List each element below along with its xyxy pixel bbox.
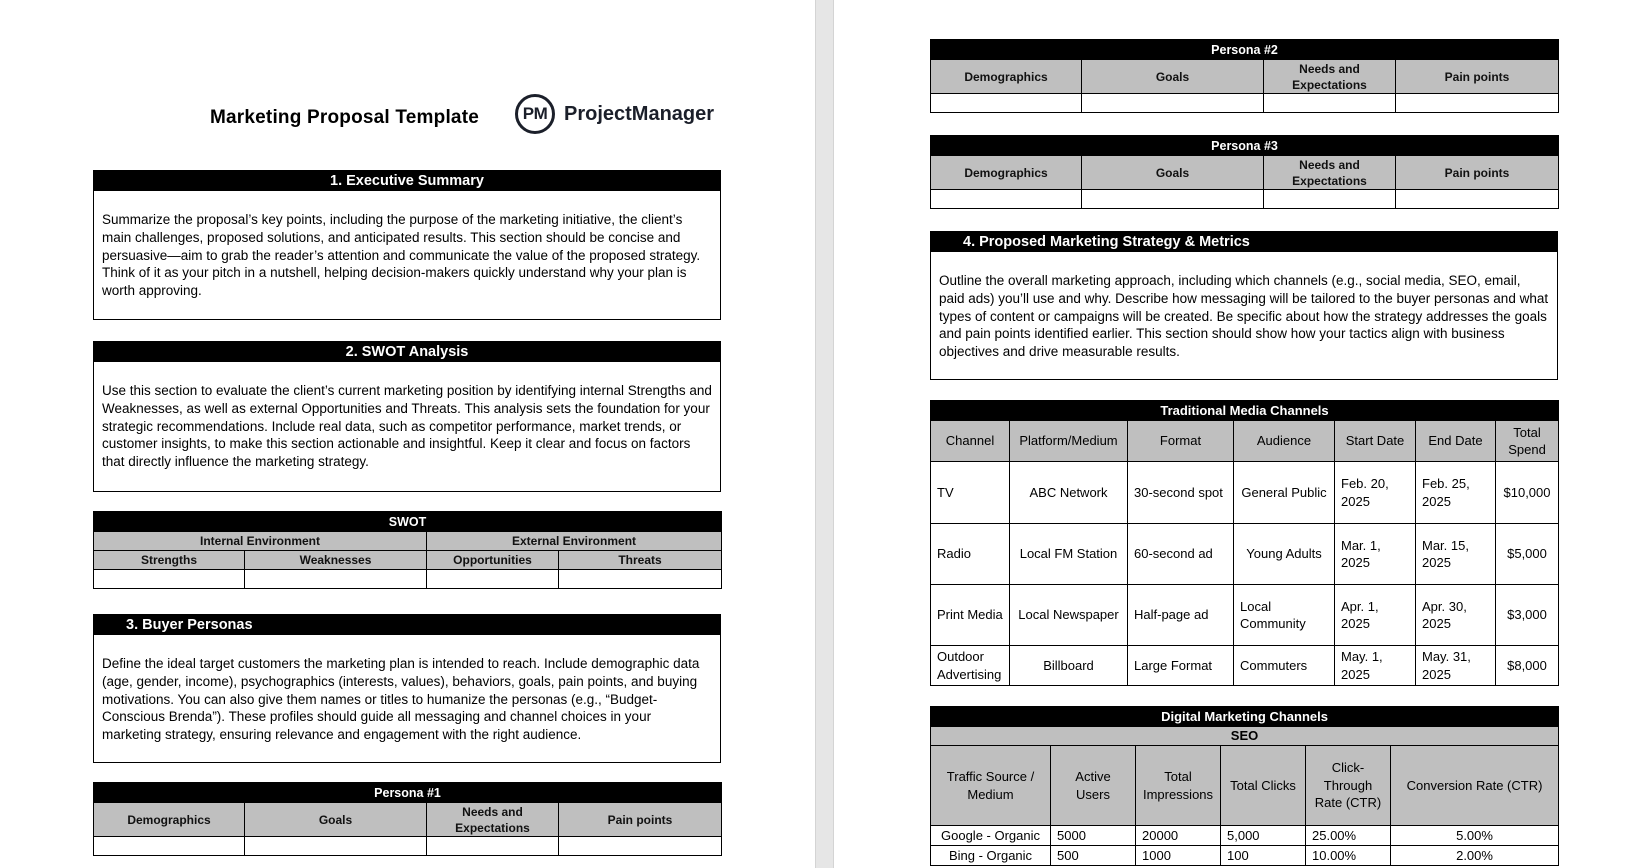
cell-start-date[interactable]: Mar. 1, 2025 bbox=[1335, 524, 1416, 585]
demographics-header: Demographics bbox=[931, 60, 1082, 94]
digital-media-table bbox=[930, 706, 1559, 866]
needs-header: Needs and Expectations bbox=[1264, 60, 1396, 94]
needs-header: Needs and Expectations bbox=[1264, 156, 1396, 190]
goals-cell[interactable] bbox=[1082, 190, 1264, 209]
cell-traffic-source[interactable]: Bing - Organic bbox=[931, 846, 1051, 866]
total-clicks-header: Total Clicks bbox=[1221, 746, 1306, 826]
table-row bbox=[931, 646, 1559, 686]
table-row bbox=[931, 846, 1559, 866]
needs-cell[interactable] bbox=[427, 837, 559, 856]
goals-header: Goals bbox=[1082, 156, 1264, 190]
document-title: Marketing Proposal Template bbox=[210, 107, 479, 128]
cell-conversion-rate[interactable]: 2.00% bbox=[1391, 846, 1559, 866]
persona-title: Persona #3 bbox=[931, 136, 1559, 156]
cell-end-date[interactable]: Mar. 15, 2025 bbox=[1416, 524, 1496, 585]
projectmanager-logo bbox=[515, 94, 714, 134]
table-title: Traditional Media Channels bbox=[931, 401, 1559, 421]
seo-subtitle: SEO bbox=[931, 727, 1559, 746]
swot-table-title: SWOT bbox=[94, 512, 722, 532]
marketing-strategy-section bbox=[930, 231, 1558, 380]
cell-platform[interactable]: Billboard bbox=[1010, 646, 1128, 686]
cell-platform[interactable]: Local FM Station bbox=[1010, 524, 1128, 585]
format-header: Format bbox=[1128, 421, 1234, 462]
table-row bbox=[931, 462, 1559, 524]
page-gutter bbox=[815, 0, 834, 868]
cell-traffic-source[interactable]: Google - Organic bbox=[931, 826, 1051, 846]
table-row bbox=[931, 826, 1559, 846]
persona-title: Persona #1 bbox=[94, 783, 722, 803]
goals-cell[interactable] bbox=[245, 837, 427, 856]
strengths-header: Strengths bbox=[94, 551, 245, 570]
weaknesses-header: Weaknesses bbox=[245, 551, 427, 570]
cell-platform[interactable]: ABC Network bbox=[1010, 462, 1128, 524]
pain-points-cell[interactable] bbox=[1396, 190, 1559, 209]
weaknesses-cell[interactable] bbox=[245, 570, 427, 589]
persona-2-table bbox=[930, 39, 1559, 113]
demographics-cell[interactable] bbox=[931, 190, 1082, 209]
section-heading: 4. Proposed Marketing Strategy & Metrics bbox=[931, 232, 1557, 252]
section-heading: 1. Executive Summary bbox=[94, 171, 720, 191]
cell-impressions[interactable]: 20000 bbox=[1136, 826, 1221, 846]
cell-end-date[interactable]: May. 31, 2025 bbox=[1416, 646, 1496, 686]
conversion-rate-header: Conversion Rate (CTR) bbox=[1391, 746, 1559, 826]
needs-cell[interactable] bbox=[1264, 190, 1396, 209]
pain-points-cell[interactable] bbox=[559, 837, 722, 856]
active-users-header: Active Users bbox=[1051, 746, 1136, 826]
traffic-source-header: Traffic Source / Medium bbox=[931, 746, 1051, 826]
cell-total-spend[interactable]: $5,000 bbox=[1496, 524, 1559, 585]
cell-audience[interactable]: Commuters bbox=[1234, 646, 1335, 686]
section-heading: 3. Buyer Personas bbox=[94, 615, 720, 635]
threats-cell[interactable] bbox=[559, 570, 722, 589]
table-row bbox=[931, 585, 1559, 646]
document-page-2 bbox=[834, 0, 1641, 868]
cell-start-date[interactable]: Feb. 20, 2025 bbox=[1335, 462, 1416, 524]
cell-platform[interactable]: Local Newspaper bbox=[1010, 585, 1128, 646]
persona-1-table bbox=[93, 782, 722, 856]
table-row bbox=[931, 524, 1559, 585]
section-body-text[interactable]: Use this section to evaluate the client’s current marketing position by identifying internal Strengths and Weaknesses, as well as external Opportunities and Threats. This analysis sets the foundation for your strategic recommendations. Include real data, such as competitor performance, market trends, or customer insights, to make this section actionable and insightful. Keep it clear and focus on factors that directly influence the marketing strategy. bbox=[102, 383, 712, 470]
demographics-header: Demographics bbox=[94, 803, 245, 837]
cell-conversion-rate[interactable]: 5.00% bbox=[1391, 826, 1559, 846]
demographics-cell[interactable] bbox=[931, 94, 1082, 113]
cell-channel[interactable]: Print Media bbox=[931, 585, 1010, 646]
logo-text: ProjectManager bbox=[564, 102, 715, 125]
buyer-personas-section bbox=[93, 614, 721, 763]
ctr-header: Click-Through Rate (CTR) bbox=[1306, 746, 1391, 826]
table-title: Digital Marketing Channels bbox=[931, 707, 1559, 727]
swot-table bbox=[93, 511, 722, 589]
document-header bbox=[210, 94, 730, 142]
cell-audience[interactable]: General Public bbox=[1234, 462, 1335, 524]
internal-environment-header: Internal Environment bbox=[94, 532, 427, 551]
cell-clicks[interactable]: 100 bbox=[1221, 846, 1306, 866]
section-body-text[interactable]: Define the ideal target customers the marketing plan is intended to reach. Include demographic data (age, gender, income), psychographics (interests, values), behaviors, goals, pain points, and buying motivations. You can also give them names or titles to humanize the personas (e.g., “Budget-Conscious Brenda”). These profiles should guide all messaging and channel choices in your marketing strategy, ensuring relevance and engagement with the right audience. bbox=[102, 656, 700, 743]
audience-header: Audience bbox=[1234, 421, 1335, 462]
section-body-text[interactable]: Outline the overall marketing approach, including which channels (e.g., social media, SEO, email, paid ads) you’ll use and why. Describe how messaging will be tailored to the buyer personas and what types of content or campaigns will be created. Be specific about how the strategy addresses the goals and pain points identified earlier. This section should show how your tactics align with business objectives and drive measurable results. bbox=[939, 273, 1549, 360]
cell-format[interactable]: 30-second spot bbox=[1128, 462, 1234, 524]
cell-active-users[interactable]: 500 bbox=[1051, 846, 1136, 866]
pain-points-header: Pain points bbox=[559, 803, 722, 837]
cell-end-date[interactable]: Feb. 25, 2025 bbox=[1416, 462, 1496, 524]
document-page-1 bbox=[0, 0, 815, 868]
cell-active-users[interactable]: 5000 bbox=[1051, 826, 1136, 846]
threats-header: Threats bbox=[559, 551, 722, 570]
cell-format[interactable]: Half-page ad bbox=[1128, 585, 1234, 646]
persona-3-table bbox=[930, 135, 1559, 209]
cell-format[interactable]: Large Format bbox=[1128, 646, 1234, 686]
cell-ctr[interactable]: 25.00% bbox=[1306, 826, 1391, 846]
cell-ctr[interactable]: 10.00% bbox=[1306, 846, 1391, 866]
swot-analysis-section bbox=[93, 341, 721, 492]
strengths-cell[interactable] bbox=[94, 570, 245, 589]
cell-channel[interactable]: Radio bbox=[931, 524, 1010, 585]
total-impressions-header: Total Impressions bbox=[1136, 746, 1221, 826]
opportunities-cell[interactable] bbox=[427, 570, 559, 589]
pm-logo-icon: PM bbox=[515, 94, 555, 134]
end-date-header: End Date bbox=[1416, 421, 1496, 462]
demographics-cell[interactable] bbox=[94, 837, 245, 856]
cell-channel[interactable]: TV bbox=[931, 462, 1010, 524]
needs-header: Needs and Expectations bbox=[427, 803, 559, 837]
pain-points-cell[interactable] bbox=[1396, 94, 1559, 113]
goals-header: Goals bbox=[1082, 60, 1264, 94]
cell-start-date[interactable]: May. 1, 2025 bbox=[1335, 646, 1416, 686]
persona-title: Persona #2 bbox=[931, 40, 1559, 60]
cell-impressions[interactable]: 1000 bbox=[1136, 846, 1221, 866]
cell-start-date[interactable]: Apr. 1, 2025 bbox=[1335, 585, 1416, 646]
section-body-text[interactable]: Summarize the proposal’s key points, including the purpose of the marketing initiative, the client’s main challenges, proposed solutions, and anticipated results. This section should be concise and persuasive—aim to grab the reader’s attention and communicate the value of the proposed strategy. Think of it as your pitch in a nutshell, helping decision-makers quickly understand why your plan is worth approving. bbox=[102, 212, 701, 299]
demographics-header: Demographics bbox=[931, 156, 1082, 190]
cell-clicks[interactable]: 5,000 bbox=[1221, 826, 1306, 846]
cell-channel[interactable]: Outdoor Advertising bbox=[931, 646, 1010, 686]
needs-cell[interactable] bbox=[1264, 94, 1396, 113]
start-date-header: Start Date bbox=[1335, 421, 1416, 462]
cell-format[interactable]: 60-second ad bbox=[1128, 524, 1234, 585]
channel-header: Channel bbox=[931, 421, 1010, 462]
cell-audience[interactable]: Young Adults bbox=[1234, 524, 1335, 585]
executive-summary-section bbox=[93, 170, 721, 320]
goals-cell[interactable] bbox=[1082, 94, 1264, 113]
cell-total-spend[interactable]: $10,000 bbox=[1496, 462, 1559, 524]
pain-points-header: Pain points bbox=[1396, 156, 1559, 190]
cell-end-date[interactable]: Apr. 30, 2025 bbox=[1416, 585, 1496, 646]
pain-points-header: Pain points bbox=[1396, 60, 1559, 94]
section-heading: 2. SWOT Analysis bbox=[94, 342, 720, 362]
external-environment-header: External Environment bbox=[427, 532, 722, 551]
traditional-media-table bbox=[930, 400, 1559, 686]
total-spend-header: Total Spend bbox=[1496, 421, 1559, 462]
opportunities-header: Opportunities bbox=[427, 551, 559, 570]
cell-audience[interactable]: Local Community bbox=[1234, 585, 1335, 646]
cell-total-spend[interactable]: $3,000 bbox=[1496, 585, 1559, 646]
platform-header: Platform/Medium bbox=[1010, 421, 1128, 462]
cell-total-spend[interactable]: $8,000 bbox=[1496, 646, 1559, 686]
goals-header: Goals bbox=[245, 803, 427, 837]
